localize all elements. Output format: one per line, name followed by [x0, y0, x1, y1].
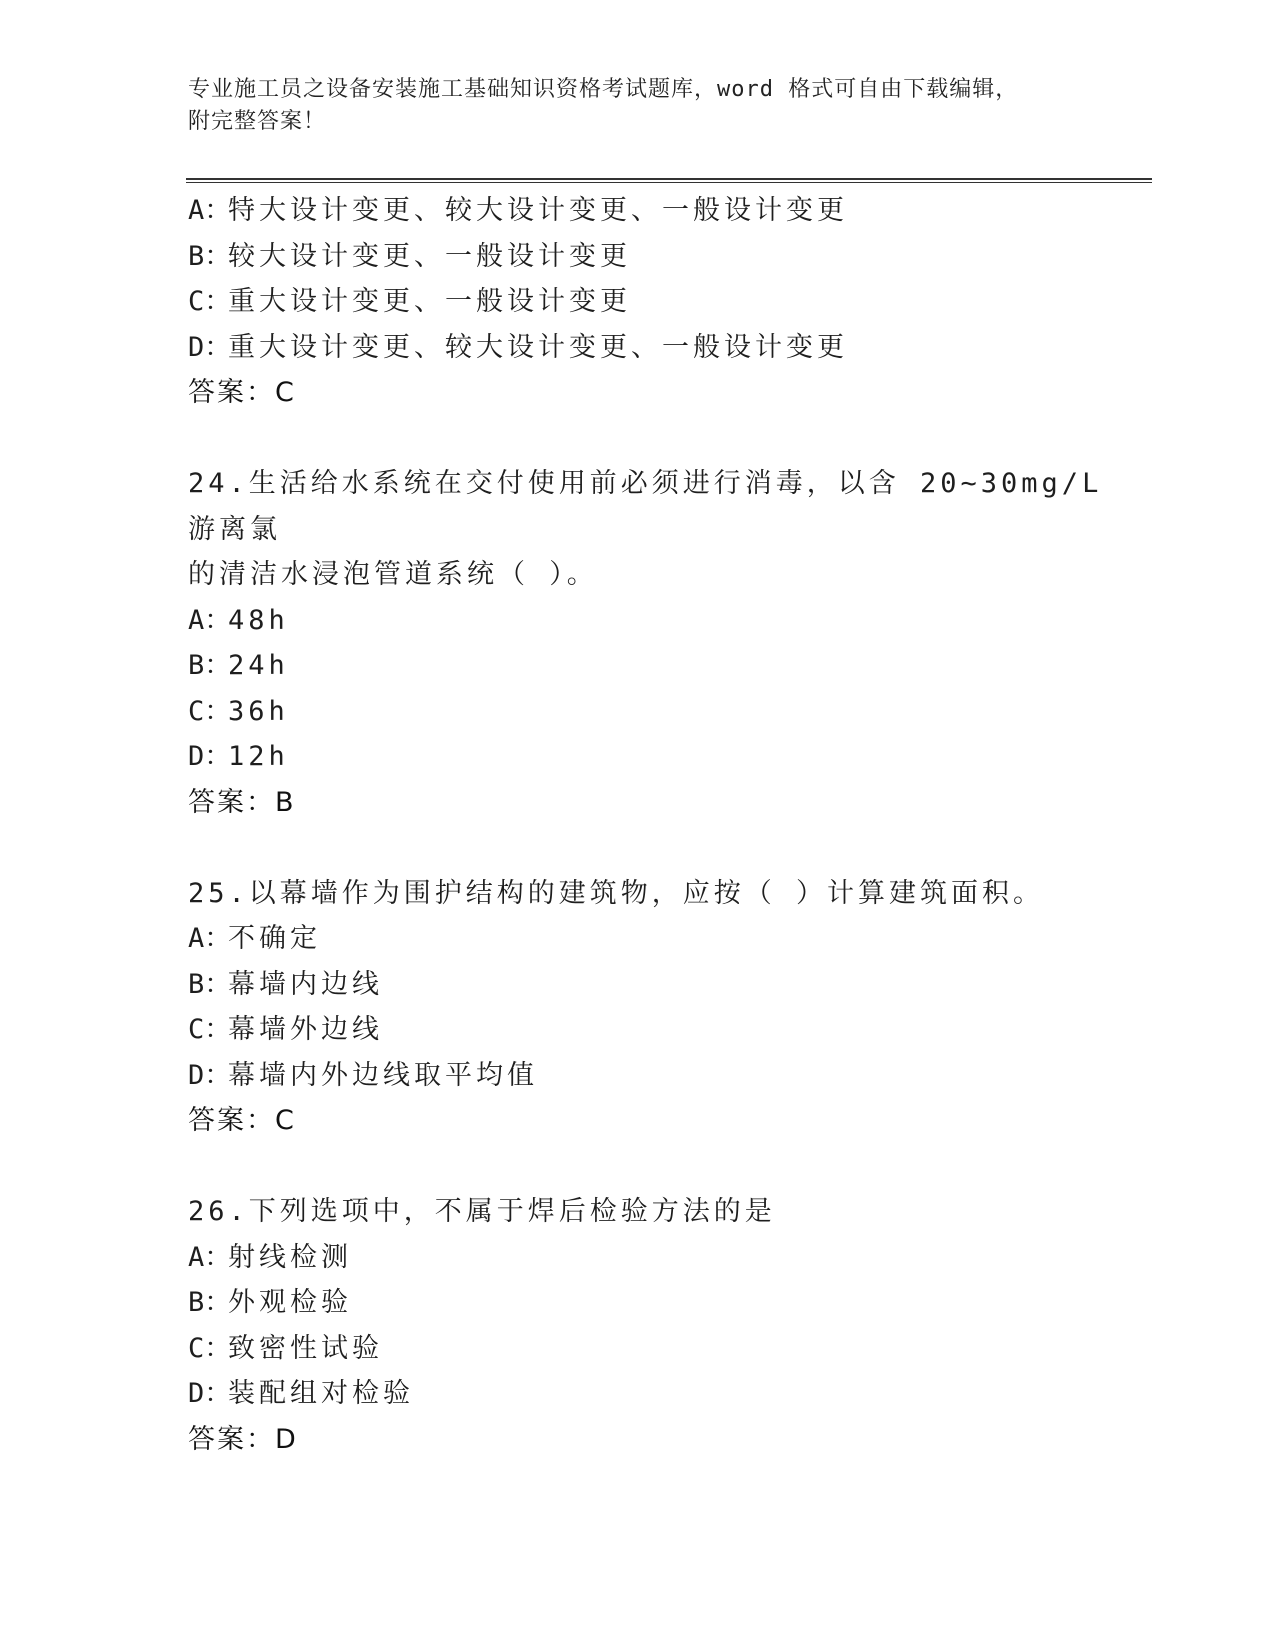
option-text: 36h: [228, 695, 289, 727]
option-d: [188, 734, 1148, 780]
option-text: 48h: [228, 604, 289, 636]
option-text: 射线检测: [228, 1241, 352, 1273]
header-line-1: 专业施工员之设备安装施工基础知识资格考试题库，word 格式可自由下载编辑，: [188, 77, 1019, 102]
question-stem-continued: 的清洁水浸泡管道系统（ ）。: [188, 559, 598, 590]
answer: 答案：C: [188, 1105, 296, 1136]
spacer: [188, 416, 1148, 462]
option-label: D：: [188, 1059, 232, 1091]
question-25: [188, 871, 1148, 1144]
option-label: B：: [188, 1287, 232, 1318]
option-label: B：: [188, 968, 232, 1000]
answer: 答案：B: [188, 786, 296, 818]
option-label: B：: [188, 240, 232, 272]
option-label: C：: [188, 286, 232, 317]
option-label: C：: [188, 1332, 232, 1364]
question-stem: 24.生活给水系统在交付使用前必须进行消毒，以含 20~30mg/L 游离氯: [188, 468, 1103, 545]
option-label: D：: [188, 331, 232, 363]
option-b: [188, 1280, 1148, 1326]
option-label: C：: [188, 695, 232, 727]
option-c: [188, 279, 1148, 325]
option-text: 幕墙内边线: [228, 968, 383, 1000]
option-label: A：: [188, 1241, 232, 1273]
option-label: A：: [188, 923, 232, 954]
option-text: 24h: [228, 650, 289, 681]
option-d: [188, 1053, 1148, 1099]
option-b: [188, 962, 1148, 1008]
option-b: [188, 643, 1148, 689]
option-text: 致密性试验: [228, 1332, 383, 1364]
spacer: [188, 1144, 1148, 1190]
option-a: [188, 598, 1148, 644]
option-text: 装配组对检验: [228, 1378, 414, 1409]
option-text: 幕墙内外边线取平均值: [228, 1059, 538, 1091]
option-d: [188, 325, 1148, 371]
question-stem: 26.下列选项中，不属于焊后检验方法的是: [188, 1196, 776, 1227]
option-text: 重大设计变更、较大设计变更、一般设计变更: [228, 331, 848, 363]
option-text: 幕墙外边线: [228, 1014, 383, 1045]
option-text: 较大设计变更、一般设计变更: [228, 240, 631, 272]
question-24: [188, 461, 1148, 825]
option-text: 外观检验: [228, 1287, 352, 1318]
option-b: [188, 234, 1148, 280]
option-a: [188, 188, 1148, 234]
option-text: 重大设计变更、一般设计变更: [228, 286, 631, 317]
option-label: D：: [188, 1378, 232, 1409]
option-c: [188, 1007, 1148, 1053]
header-divider: [186, 178, 1152, 183]
option-label: A：: [188, 195, 232, 226]
option-text: 不确定: [228, 923, 321, 954]
question-content: [188, 188, 1148, 1462]
question-stem: 25.以幕墙作为围护结构的建筑物，应按（ ）计算建筑面积。: [188, 877, 1045, 909]
option-a: [188, 916, 1148, 962]
question-23: [188, 188, 1148, 416]
option-text: 特大设计变更、较大设计变更、一般设计变更: [228, 195, 848, 226]
question-26: [188, 1189, 1148, 1462]
header-line-2: 附完整答案！: [188, 109, 327, 134]
document-header: [188, 74, 1088, 138]
option-d: [188, 1371, 1148, 1417]
option-text: 12h: [228, 741, 289, 772]
option-label: D：: [188, 741, 232, 772]
option-c: [188, 1326, 1148, 1372]
answer: 答案：C: [188, 377, 296, 408]
spacer: [188, 825, 1148, 871]
answer: 答案：D: [188, 1423, 298, 1455]
option-label: B：: [188, 650, 232, 681]
option-label: A：: [188, 604, 232, 636]
option-a: [188, 1235, 1148, 1281]
option-label: C：: [188, 1014, 232, 1045]
option-c: [188, 689, 1148, 735]
